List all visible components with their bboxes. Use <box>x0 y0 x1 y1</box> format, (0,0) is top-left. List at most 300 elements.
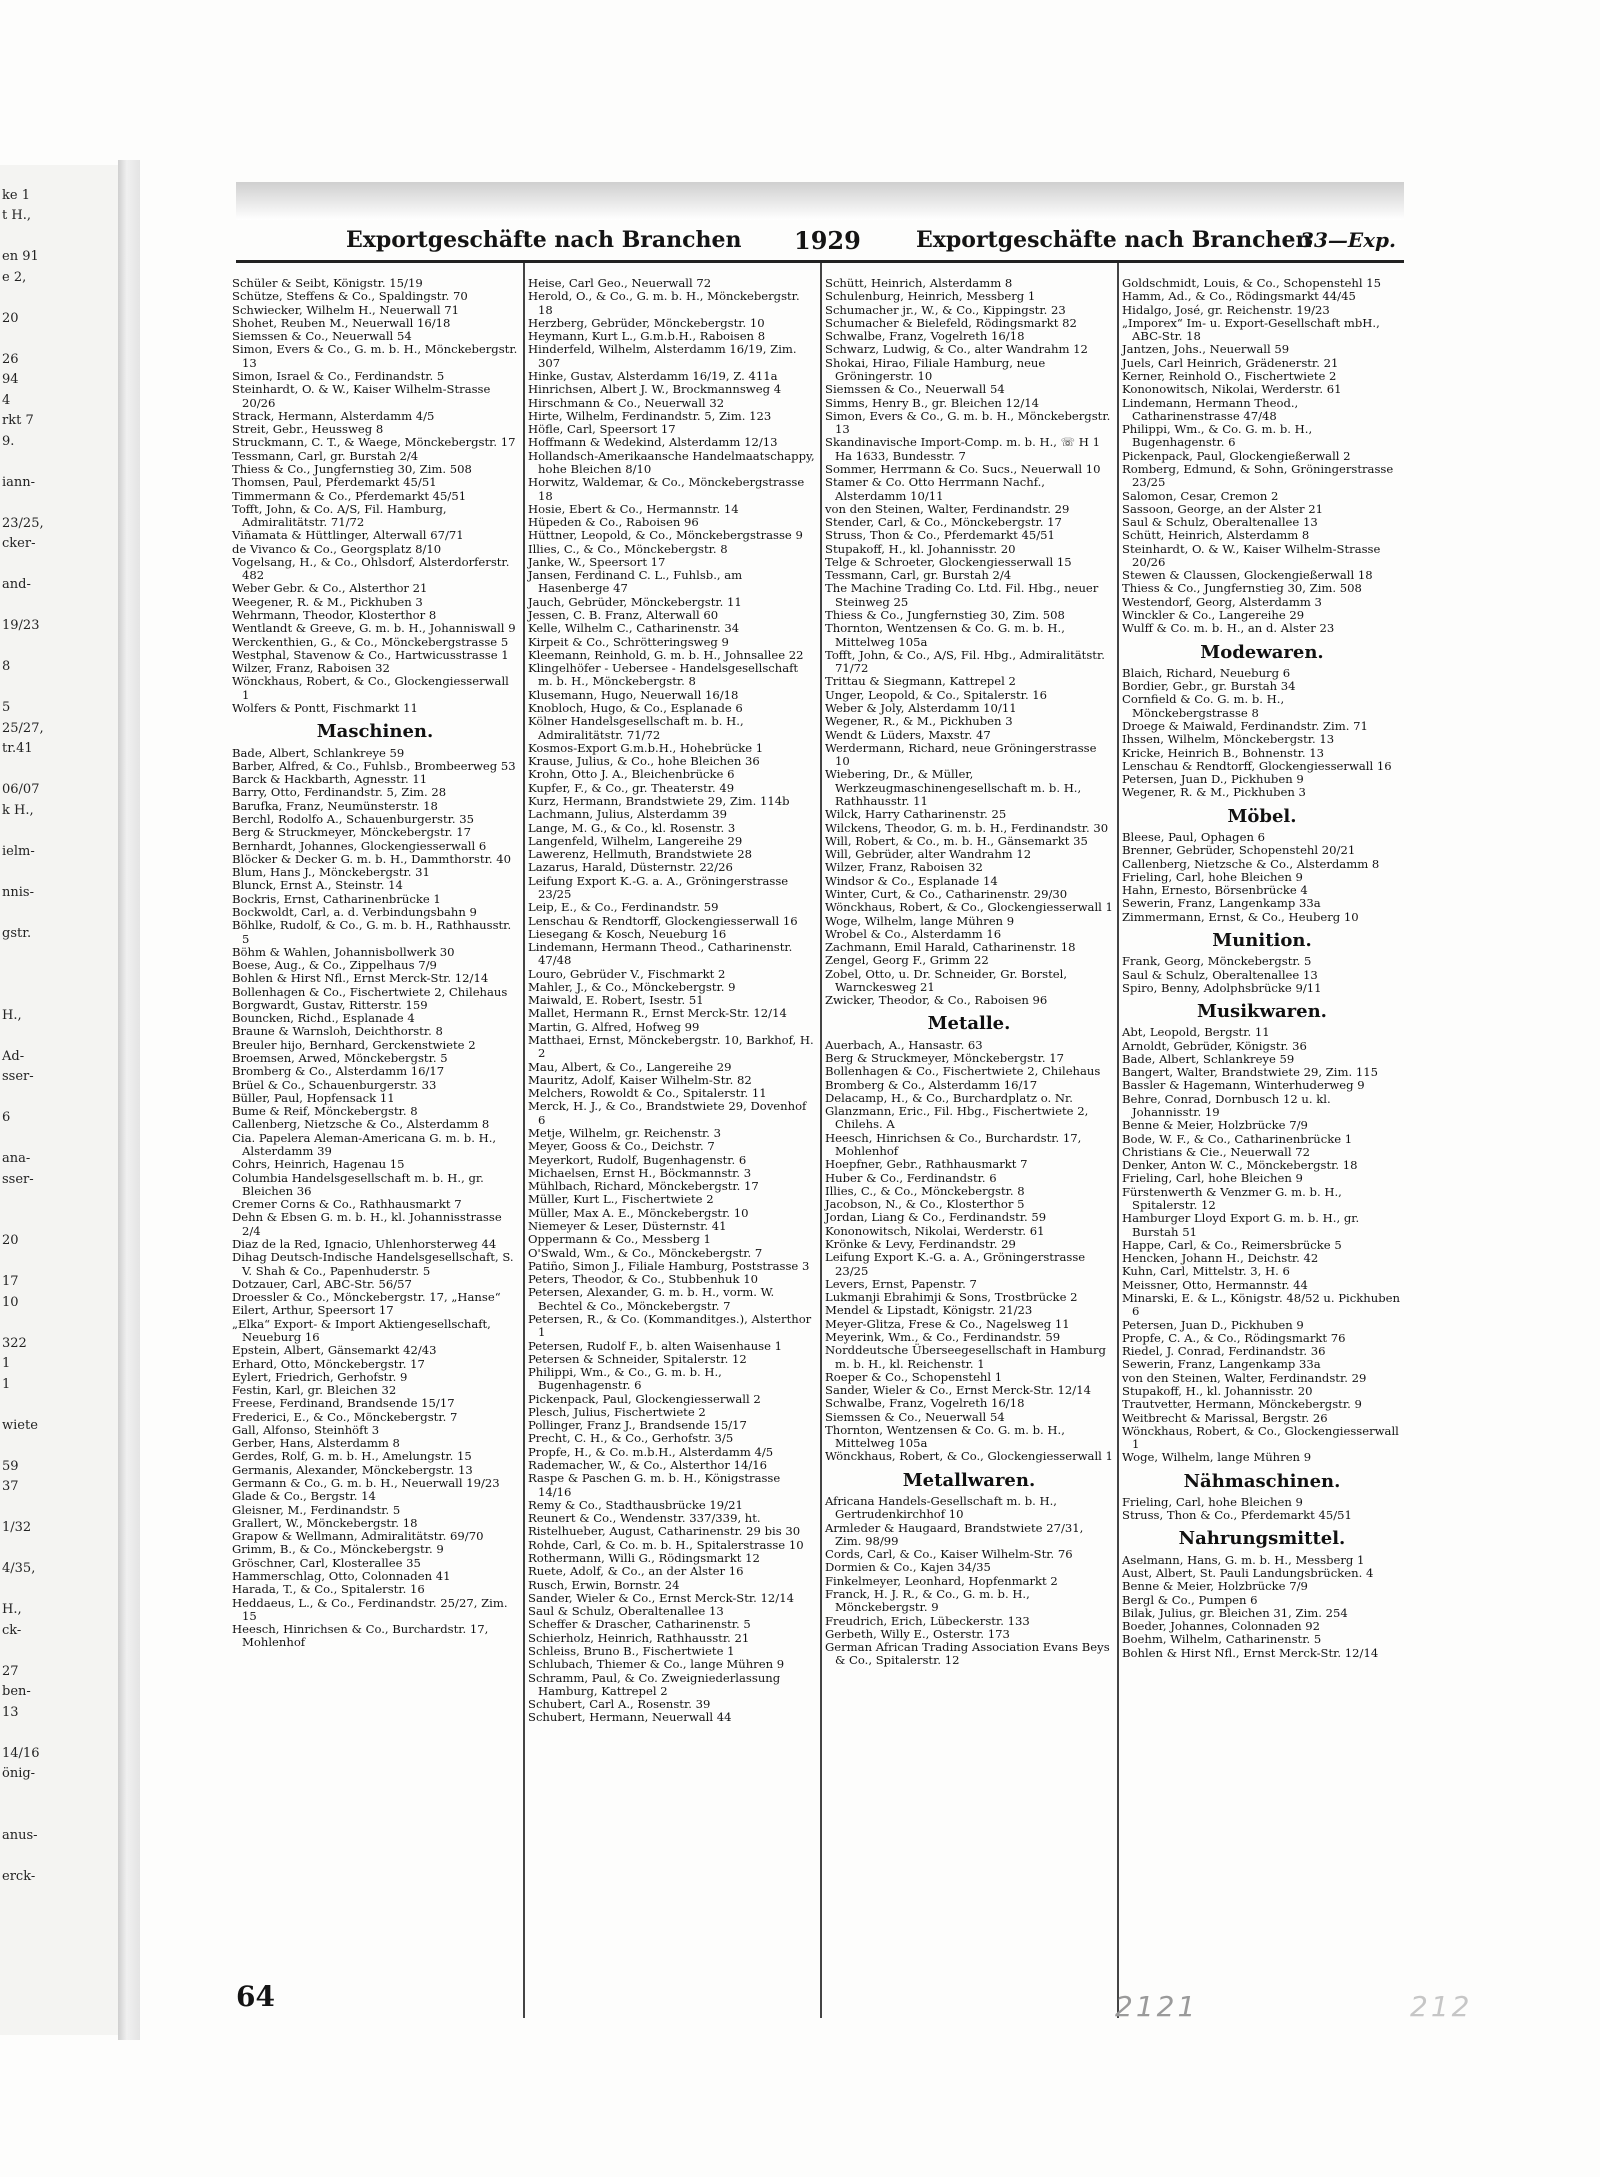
adjacent-page-edge <box>0 165 120 2035</box>
directory-entry: Illies, C., & Co., Mönckebergstr. 8 <box>825 1183 1025 1198</box>
directory-entry: Schulenburg, Heinrich, Messberg 1 <box>825 289 1036 304</box>
adjacent-page-fragment: anus- <box>2 1827 38 1843</box>
adjacent-page-fragment <box>0 985 118 1006</box>
directory-entry: Petersen, Rudolf F., b. alten Waisenhause 1 <box>528 1338 783 1353</box>
directory-entry: Meyerink, Wm., & Co., Ferdinandstr. 59 <box>825 1329 1061 1344</box>
adjacent-page-fragment <box>0 1539 118 1560</box>
directory-entry: Wolfers & Pontt, Fischmarkt 11 <box>232 701 418 715</box>
directory-entry: Dotzauer, Carl, ABC-Str. 56/57 <box>232 1276 412 1291</box>
directory-entry: Hirte, Wilhelm, Ferdinandstr. 5, Zim. 123 <box>528 408 772 423</box>
directory-entry: Winter, Curt, & Co., Catharinenstr. 29/30 <box>825 886 1068 901</box>
directory-entry: Blum, Hans J., Mönckebergstr. 31 <box>232 865 430 880</box>
directory-entry: Schütt, Heinrich, Alsterdamm 8 <box>825 276 1013 290</box>
directory-entry: Sewerin, Franz, Langenkamp 33a <box>1122 896 1321 911</box>
adjacent-page-fragment: gstr. <box>2 925 32 941</box>
directory-entry: Epstein, Albert, Gänsemarkt 42/43 <box>232 1343 437 1358</box>
directory-entry: Bordier, Gebr., gr. Burstah 34 <box>1122 679 1296 694</box>
adjacent-page-fragment <box>0 1846 118 1867</box>
directory-entry: Jessen, C. B. Franz, Alterwall 60 <box>528 608 719 623</box>
directory-entry: Dormien & Co., Kajen 34/35 <box>825 1560 991 1575</box>
directory-entry: Cohrs, Heinrich, Hagenau 15 <box>232 1157 405 1172</box>
directory-entry: Siemssen & Co., Neuerwall 54 <box>825 1409 1005 1424</box>
directory-entry: Weber Gebr. & Co., Alsterthor 21 <box>232 581 428 596</box>
adjacent-page-fragment: 06/07 <box>2 782 40 797</box>
directory-entry: Struckmann, C. T., & Waege, Mönckebergstr. 17 <box>232 435 516 450</box>
directory-entry: Armleder & Haugaard, Brandstwiete 27/31, Zim. 98/99 <box>825 1520 1084 1548</box>
adjacent-page-fragment <box>0 862 118 883</box>
directory-entry: Frieling, Carl, hohe Bleichen 9 <box>1122 869 1303 884</box>
adjacent-page-fragment: 26 <box>2 351 19 367</box>
directory-entry: Mauritz, Adolf, Kaiser Wilhelm-Str. 82 <box>528 1072 752 1087</box>
directory-entry: Benne & Meier, Holzbrücke 7/9 <box>1122 1118 1308 1133</box>
directory-entry: Fürstenwerth & Venzmer G. m. b. H., Spitalerstr. 12 <box>1122 1184 1342 1212</box>
directory-entry: Schwalbe, Franz, Vogelreth 16/18 <box>825 1396 1025 1411</box>
directory-entry: Hammerschlag, Otto, Colonnaden 41 <box>232 1569 451 1583</box>
adjacent-page-fragment: tr.41 <box>2 741 33 756</box>
directory-entry: Telge & Schroeter, Glockengiesserwall 15 <box>825 554 1072 569</box>
adjacent-page-fragment <box>0 329 118 350</box>
directory-entry: Bohlen & Hirst Nfl., Ernst Merck-Str. 12/14 <box>1122 1645 1379 1660</box>
directory-entry: Trautvetter, Hermann, Mönckebergstr. 9 <box>1122 1397 1362 1412</box>
directory-entry: Schleiss, Bruno B., Fischertwiete 1 <box>528 1643 735 1658</box>
directory-entry: Winckler & Co., Langereihe 29 <box>1122 608 1305 623</box>
directory-entry: Kleemann, Reinhold, G. m. b. H., Johnsallee 22 <box>528 647 804 662</box>
directory-entry: Bume & Reif, Mönckebergstr. 8 <box>232 1104 418 1119</box>
directory-entry: Sewerin, Franz, Langenkamp 33a <box>1122 1357 1321 1372</box>
directory-entry: Schwalbe, Franz, Vogelreth 16/18 <box>825 329 1025 344</box>
directory-entry: Norddeutsche Überseegesellschaft in Hamburg m. b. H., kl. Reichenstr. 1 <box>825 1343 1106 1371</box>
directory-entry: Kirpeit & Co., Schrötteringsweg 9 <box>528 634 729 649</box>
directory-entry: The Machine Trading Co. Ltd. Fil. Hbg., neuer Steinweg 25 <box>825 581 1099 609</box>
directory-column-4 <box>1122 277 1402 1660</box>
adjacent-page-fragment <box>0 1498 118 1519</box>
adjacent-page-fragment <box>0 452 118 473</box>
directory-entry: Droessler & Co., Mönckebergstr. 17, „Hanse“ <box>232 1290 501 1305</box>
section-heading: Munition. <box>1212 929 1312 951</box>
pencil-annotation: 2121 <box>1115 1990 1199 2023</box>
directory-entry: Aust, Albert, St. Pauli Landungsbrücken. 4 <box>1122 1566 1374 1581</box>
adjacent-page-fragment: k H., <box>2 802 34 818</box>
directory-entry: Schubert, Hermann, Neuerwall 44 <box>528 1710 732 1725</box>
directory-entry: Schumacher jr., W., & Co., Kippingstr. 23 <box>825 302 1066 317</box>
adjacent-page-fragment: 17 <box>2 1274 19 1289</box>
directory-entry: Berg & Struckmeyer, Mönckebergstr. 17 <box>232 825 472 840</box>
directory-entry: Schlubach, Thiemer & Co., lange Mühren 9 <box>528 1657 785 1672</box>
directory-entry: Simms, Henry B., gr. Bleichen 12/14 <box>825 395 1039 410</box>
adjacent-page-fragment: 8 <box>2 659 11 674</box>
directory-entry: Grimm, B., & Co., Mönckebergstr. 9 <box>232 1542 444 1557</box>
directory-entry: Berchl, Rodolfo A., Schauenburgerstr. 35 <box>232 811 475 826</box>
directory-entry: Bockris, Ernst, Catharinenbrücke 1 <box>232 891 441 906</box>
directory-entry: Salomon, Cesar, Cremon 2 <box>1122 488 1279 503</box>
directory-entry: Streit, Gebr., Heussweg 8 <box>232 422 384 437</box>
directory-entry: Denker, Anton W. C., Mönckebergstr. 18 <box>1122 1158 1358 1173</box>
directory-entry: Dehn & Ebsen G. m. b. H., kl. Johannisstrasse 2/4 <box>232 1210 502 1238</box>
section-heading: Möbel. <box>1227 805 1297 827</box>
directory-entry: Kononowitsch, Nikolai, Werderstr. 61 <box>825 1223 1045 1238</box>
adjacent-page-fragment: 23/25, <box>2 515 44 531</box>
directory-entry: Boese, Aug., & Co., Zippelhaus 7/9 <box>232 958 437 973</box>
header-right-title: Exportgeschäfte nach Branchen <box>916 227 1312 253</box>
directory-entry: Woge, Wilhelm, lange Mühren 9 <box>1122 1450 1312 1465</box>
directory-entry: Strack, Hermann, Alsterdamm 4/5 <box>232 408 435 423</box>
adjacent-page-fragment: 19/23 <box>2 618 40 633</box>
directory-entry: Hamm, Ad., & Co., Rödingsmarkt 44/45 <box>1122 289 1356 304</box>
directory-entry: Boeder, Johannes, Colonnaden 92 <box>1122 1619 1320 1634</box>
directory-entry: Delacamp, H., & Co., Burchardplatz o. Nr. <box>825 1090 1073 1105</box>
directory-entry: Leifung Export K.-G. a. A., Gröningerstrasse 23/25 <box>825 1250 1086 1278</box>
adjacent-page-fragment: 20 <box>2 1233 19 1248</box>
adjacent-page-fragment: cker- <box>2 536 36 551</box>
directory-entry: Tofft, John, & Co. A/S, Fil. Hamburg, Admiralitätstr. 71/72 <box>232 501 447 530</box>
directory-entry: Kuhn, Carl, Mittelstr. 3, H. 6 <box>1122 1264 1290 1279</box>
directory-entry: Schumacher & Bielefeld, Rödingsmarkt 82 <box>825 315 1077 330</box>
directory-entry: Petersen, Alexander, G. m. b. H., vorm. W. Bechtel & Co., Mönckebergstr. 7 <box>528 1285 775 1313</box>
directory-entry: Wegener, R., & M., Pickhuben 3 <box>825 714 1013 729</box>
adjacent-page-fragment <box>0 1211 118 1232</box>
adjacent-page-fragment: 9. <box>2 433 15 449</box>
directory-entry: Hirschmann & Co., Neuerwall 32 <box>528 395 725 410</box>
directory-entry: Kerner, Reinhold O., Fischertwiete 2 <box>1122 368 1337 383</box>
directory-entry: Plesch, Julius, Fischertwiete 2 <box>528 1404 706 1419</box>
directory-entry: Knobloch, Hugo, & Co., Esplanade 6 <box>528 701 743 715</box>
directory-entry: Lenschau & Rendtorff, Glockengiesserwall 16 <box>528 913 798 928</box>
directory-entry: Siemssen & Co., Neuerwall 54 <box>825 382 1005 397</box>
adjacent-page-fragment: ke 1 <box>2 187 30 203</box>
directory-entry: Zwicker, Theodor, & Co., Raboisen 96 <box>825 993 1048 1008</box>
directory-entry: Hosie, Ebert & Co., Hermannstr. 14 <box>528 501 739 516</box>
directory-entry: Blaich, Richard, Neueburg 6 <box>1122 665 1291 680</box>
directory-entry: Schubert, Carl A., Rosenstr. 39 <box>528 1697 711 1712</box>
directory-entry: Petersen, R., & Co. (Kommanditges.), Alsterthor 1 <box>528 1311 812 1340</box>
section-heading: Maschinen. <box>316 721 434 743</box>
adjacent-page-fragment: ana- <box>2 1151 31 1166</box>
directory-entry: Weber & Joly, Alsterdamm 10/11 <box>825 701 1017 715</box>
section-heading: Metalle. <box>927 1013 1011 1035</box>
directory-entry: Wilckens, Theodor, G. m. b. H., Ferdinandstr. 30 <box>825 820 1109 835</box>
section-heading: Metallwaren. <box>902 1469 1036 1491</box>
directory-entry: Abt, Leopold, Bergstr. 11 <box>1122 1025 1270 1040</box>
directory-entry: Zengel, Georg F., Grimm 22 <box>825 953 989 968</box>
directory-entry: Mahler, J., & Co., Mönckebergstr. 9 <box>528 979 736 994</box>
header-year: 1929 <box>794 225 861 255</box>
directory-entry: Arnoldt, Gebrüder, Königstr. 36 <box>1122 1038 1307 1053</box>
directory-entry: Michaelsen, Ernst H., Böckmannstr. 3 <box>528 1165 752 1180</box>
adjacent-page-fragment <box>0 760 118 781</box>
adjacent-page-fragment: 13 <box>2 1704 19 1720</box>
directory-entry: Liesegang & Kosch, Neueburg 16 <box>528 926 727 941</box>
directory-entry: Franck, H. J. R., & Co., G. m. b. H., Mönckebergstr. 9 <box>825 1587 1030 1615</box>
adjacent-page-fragment: and- <box>2 577 31 592</box>
directory-column-3 <box>825 277 1113 1668</box>
directory-entry: Struss, Thon & Co., Pferdemarkt 45/51 <box>1122 1508 1352 1523</box>
directory-entry: Jordan, Liang & Co., Ferdinandstr. 59 <box>825 1210 1047 1225</box>
directory-entry: Steinhardt, O. & W., Kaiser Wilhelm-Strasse 20/26 <box>1122 541 1381 569</box>
directory-entry: Illies, C., & Co., Mönckebergstr. 8 <box>528 541 728 556</box>
adjacent-page-fragment <box>0 903 118 924</box>
adjacent-page-fragment: 14/16 <box>2 1745 40 1761</box>
directory-entry: Mendel & Lipstadt, Königstr. 21/23 <box>825 1303 1033 1318</box>
directory-entry: Kupfer, F., & Co., gr. Theaterstr. 49 <box>528 780 735 795</box>
section-heading: Modewaren. <box>1200 641 1324 663</box>
directory-entry: Timmermann & Co., Pferdemarkt 45/51 <box>232 488 467 503</box>
directory-entry: Stupakoff, H., kl. Johannisstr. 20 <box>825 541 1016 556</box>
directory-entry: Mühlbach, Richard, Mönckebergstr. 17 <box>528 1179 759 1194</box>
directory-entry: Auerbach, A., Hansastr. 63 <box>825 1037 983 1052</box>
directory-entry: Gall, Alfonso, Steinhöft 3 <box>232 1422 380 1437</box>
directory-entry: Wönckhaus, Robert, & Co., Glockengiesserwall 1 <box>825 1449 1113 1464</box>
directory-entry: Langenfeld, Wilhelm, Langereihe 29 <box>528 833 743 848</box>
directory-entry: Bromberg & Co., Alsterdamm 16/17 <box>825 1077 1038 1092</box>
directory-entry: Cornfield & Co. G. m. b. H., Mönckebergstrasse 8 <box>1122 692 1285 720</box>
adjacent-page-fragment <box>0 637 118 658</box>
directory-entry: Werckenthien, G., & Co., Mönckebergstrasse 5 <box>232 634 509 649</box>
adjacent-page-fragment <box>0 1252 118 1273</box>
directory-entry: Zobel, Otto, u. Dr. Schneider, Gr. Borstel, Warnckesweg 21 <box>825 966 1068 994</box>
directory-entry: Borgwardt, Gustav, Ritterstr. 159 <box>232 997 428 1012</box>
directory-entry: Maiwald, E. Robert, Isestr. 51 <box>528 993 704 1008</box>
directory-entry: Scheffer & Drascher, Catharinenstr. 5 <box>528 1617 751 1632</box>
adjacent-page-fragment: 5 <box>2 700 11 715</box>
directory-entry: Saul & Schulz, Oberaltenallee 13 <box>528 1604 724 1619</box>
directory-entry: Kricke, Heinrich B., Bohnenstr. 13 <box>1122 745 1325 760</box>
adjacent-page-fragment: H., <box>2 1007 22 1023</box>
directory-entry: Heesch, Hinrichsen & Co., Burchardstr. 17, Mohlenhof <box>232 1622 489 1650</box>
directory-entry: Hüttner, Leopold, & Co., Mönckebergstrasse 9 <box>528 528 803 543</box>
directory-entry: Bangert, Walter, Brandstwiete 29, Zim. 115 <box>1122 1065 1378 1080</box>
directory-entry: Büller, Paul, Hopfensack 11 <box>232 1090 395 1105</box>
directory-entry: Heymann, Kurt L., G.m.b.H., Raboisen 8 <box>528 329 766 344</box>
directory-entry: Bernhardt, Johannes, Glockengiesserwall 6 <box>232 838 487 853</box>
directory-entry: Lukmanji Ebrahimji & Sons, Trostbrücke 2 <box>825 1290 1078 1305</box>
directory-entry: Krohn, Otto J. A., Bleichenbrücke 6 <box>528 767 735 782</box>
adjacent-page-fragment <box>0 678 118 699</box>
directory-entry: Droege & Maiwald, Ferdinandstr. Zim. 71 <box>1122 719 1368 733</box>
directory-entry: Hencken, Johann H., Deichstr. 42 <box>1122 1251 1319 1266</box>
adjacent-page-fragment <box>0 1026 118 1047</box>
header-page-ref: 33—Exp. <box>1300 228 1396 252</box>
directory-entry: Oppermann & Co., Messberg 1 <box>528 1232 711 1247</box>
adjacent-page-fragment: 1/32 <box>2 1520 32 1535</box>
directory-entry: Müller, Max A. E., Mönckebergstr. 10 <box>528 1205 749 1220</box>
directory-entry: Braune & Warnsloh, Deichthorstr. 8 <box>232 1024 443 1039</box>
directory-entry: Frieling, Carl, hohe Bleichen 9 <box>1122 1171 1303 1186</box>
directory-entry: Kurz, Hermann, Brandstwiete 29, Zim. 114b <box>528 793 790 808</box>
directory-entry: Kelle, Wilhelm C., Catharinenstr. 34 <box>528 621 740 636</box>
directory-entry: German African Trading Association Evans Beys & Co., Spitalerstr. 12 <box>825 1640 1110 1668</box>
directory-entry: Schwarz, Ludwig, & Co., alter Wandrahm 12 <box>825 342 1088 357</box>
directory-entry: Cremer Corns & Co., Rathhausmarkt 7 <box>232 1197 462 1212</box>
adjacent-page-fragment: 59 <box>2 1458 19 1474</box>
directory-entry: Steinhardt, O. & W., Kaiser Wilhelm-Strasse 20/26 <box>232 382 491 410</box>
adjacent-page-fragment: ck- <box>2 1622 22 1638</box>
adjacent-page-fragment: ben- <box>2 1684 31 1699</box>
column-divider <box>820 263 822 2018</box>
directory-entry: Goldschmidt, Louis, & Co., Schopenstehl 15 <box>1122 276 1382 290</box>
adjacent-page-fragment: sser- <box>2 1069 34 1084</box>
book-gutter <box>118 160 140 2040</box>
adjacent-page-fragment: 4/35, <box>2 1561 36 1576</box>
directory-entry: Windsor & Co., Esplanade 14 <box>825 873 998 888</box>
directory-entry: Lawerenz, Hellmuth, Brandstwiete 28 <box>528 847 753 862</box>
adjacent-page-fragment <box>0 1723 118 1744</box>
adjacent-page-fragment <box>0 288 118 309</box>
directory-entry: Simon, Evers & Co., G. m. b. H., Mönckebergstr. 13 <box>232 342 518 370</box>
directory-entry: Bassler & Hagemann, Winterhuderweg 9 <box>1122 1078 1365 1093</box>
directory-entry: „Elka“ Export- & Import Aktiengesellschaft, Neueburg 16 <box>232 1316 491 1344</box>
directory-entry: Brenner, Gebrüder, Schopenstehl 20/21 <box>1122 843 1356 858</box>
directory-entry: Eylert, Friedrich, Gerhofstr. 9 <box>232 1369 408 1384</box>
directory-entry: Jansen, Ferdinand C. L., Fuhlsb., am Hasenberge 47 <box>528 568 743 596</box>
column-divider <box>1117 263 1119 2018</box>
directory-entry: Herzberg, Gebrüder, Mönckebergstr. 10 <box>528 315 765 330</box>
directory-entry: Kölner Handelsgesellschaft m. b. H., Admiralitätstr. 71/72 <box>528 714 744 742</box>
adjacent-page-fragment <box>0 1395 118 1416</box>
directory-entry: Bollenhagen & Co., Fischertwiete 2, Chilehaus <box>825 1064 1101 1079</box>
directory-entry: Rothermann, Willi G., Rödingsmarkt 12 <box>528 1551 760 1565</box>
directory-entry: Boehm, Wilhelm, Catharinenstr. 5 <box>1122 1632 1322 1647</box>
directory-entry: Finkelmeyer, Leonhard, Hopfenmarkt 2 <box>825 1573 1058 1588</box>
directory-entry: Bilak, Julius, gr. Bleichen 31, Zim. 254 <box>1122 1605 1348 1620</box>
directory-entry: Will, Robert, & Co., m. b. H., Gänsemarkt 35 <box>825 833 1088 848</box>
directory-entry: Barry, Otto, Ferdinandstr. 5, Zim. 28 <box>232 785 447 800</box>
adjacent-page-fragment: 1 <box>2 1376 11 1392</box>
directory-entry: Siemssen & Co., Neuerwall 54 <box>232 329 412 344</box>
adjacent-page-fragment: 10 <box>2 1294 19 1310</box>
directory-entry: O'Swald, Wm., & Co., Mönckebergstr. 7 <box>528 1245 763 1260</box>
directory-entry: Erhard, Otto, Mönckebergstr. 17 <box>232 1356 425 1371</box>
directory-entry: Cia. Papelera Aleman-Americana G. m. b. H., Alsterdamm 39 <box>232 1130 497 1158</box>
directory-column-2 <box>528 277 816 1725</box>
directory-entry: Zimmermann, Ernst, & Co., Heuberg 10 <box>1122 909 1359 924</box>
directory-entry: Barck & Hackbarth, Agnesstr. 11 <box>232 772 428 787</box>
directory-entry: Lazarus, Harald, Düsternstr. 22/26 <box>528 860 733 875</box>
directory-entry: Viñamata & Hüttlinger, Alterwall 67/71 <box>232 528 464 543</box>
directory-entry: Niemeyer & Leser, Düsternstr. 41 <box>528 1218 727 1233</box>
directory-entry: Mallet, Hermann R., Ernst Merck-Str. 12/14 <box>528 1006 787 1021</box>
directory-entry: Bergl & Co., Pumpen 6 <box>1122 1592 1258 1607</box>
directory-entry: Gleisner, M., Ferdinandstr. 5 <box>232 1502 401 1517</box>
directory-entry: Rademacher, W., & Co., Alsterthor 14/16 <box>528 1458 768 1473</box>
directory-entry: Blunck, Ernst A., Steinstr. 14 <box>232 878 403 893</box>
directory-entry: Thiess & Co., Jungfernstieg 30, Zim. 508 <box>232 461 472 476</box>
directory-entry: Wönckhaus, Robert, & Co., Glockengiesserwall 1 <box>1122 1423 1399 1452</box>
directory-entry: Wulff & Co. m. b. H., an d. Alster 23 <box>1122 621 1335 636</box>
directory-entry: Meyer-Glitza, Frese & Co., Nagelsweg 11 <box>825 1316 1070 1331</box>
directory-entry: Hoffmann & Wedekind, Alsterdamm 12/13 <box>528 435 778 450</box>
directory-entry: Roeper & Co., Schopenstehl 1 <box>825 1369 1003 1384</box>
directory-entry: Bollenhagen & Co., Fischertwiete 2, Chilehaus <box>232 984 508 999</box>
directory-entry: Metje, Wilhelm, gr. Reichenstr. 3 <box>528 1126 722 1140</box>
directory-entry: Höfle, Carl, Speersort 17 <box>528 422 676 437</box>
directory-entry: Remy & Co., Stadthausbrücke 19/21 <box>528 1497 743 1512</box>
pencil-annotation-2: 212 <box>1410 1990 1473 2023</box>
directory-entry: Wehrmann, Theodor, Klosterthor 8 <box>232 608 437 623</box>
directory-entry: Schramm, Paul, & Co. Zweigniederlassung Hamburg, Kattrepel 2 <box>528 1670 781 1698</box>
adjacent-page-fragment <box>0 1436 118 1457</box>
adjacent-page-fragment: önig- <box>2 1766 36 1781</box>
directory-entry: Melchers, Rowoldt & Co., Spitalerstr. 11 <box>528 1086 767 1101</box>
directory-entry: Riedel, J. Conrad, Ferdinandstr. 36 <box>1122 1344 1326 1359</box>
directory-entry: Harada, T., & Co., Spitalerstr. 16 <box>232 1582 425 1597</box>
directory-entry: Schütze, Steffens & Co., Spaldingstr. 70 <box>232 289 468 304</box>
directory-entry: Broemsen, Arwed, Mönckebergstr. 5 <box>232 1051 448 1066</box>
directory-entry: Propfe, C. A., & Co., Rödingsmarkt 76 <box>1122 1330 1346 1345</box>
directory-entry: Gerbeth, Willy E., Osterstr. 173 <box>825 1626 1010 1641</box>
running-header <box>236 222 1404 258</box>
directory-entry: Thornton, Wentzensen & Co. G. m. b. H., Mittelweg 105a <box>825 1422 1065 1451</box>
directory-entry: Germann & Co., G. m. b. H., Neuerwall 19/23 <box>232 1476 500 1491</box>
directory-entry: Mau, Albert, & Co., Langereihe 29 <box>528 1059 732 1074</box>
directory-entry: Jauch, Gebrüder, Mönckebergstr. 11 <box>528 594 742 609</box>
directory-entry: Horwitz, Waldemar, & Co., Mönckebergstrasse 18 <box>528 475 805 503</box>
adjacent-page-fragment <box>0 227 118 248</box>
directory-entry: Petersen, Juan D., Pickhuben 9 <box>1122 1317 1304 1332</box>
adjacent-page-fragment <box>0 944 118 965</box>
directory-entry: Unger, Leopold, & Co., Spitalerstr. 16 <box>825 687 1048 702</box>
directory-entry: Happe, Carl, & Co., Reimersbrücke 5 <box>1122 1237 1342 1252</box>
directory-entry: Gröschner, Carl, Klosterallee 35 <box>232 1555 421 1570</box>
directory-entry: Stewen & Claussen, Glockengießerwall 18 <box>1122 568 1373 583</box>
adjacent-page-fragment: iann- <box>2 474 36 490</box>
directory-entry: Christians & Cie., Neuerwall 72 <box>1122 1144 1310 1159</box>
directory-entry: Schierholz, Heinrich, Rathhausstr. 21 <box>528 1630 750 1645</box>
directory-entry: Sommer, Herrmann & Co. Sucs., Neuerwall 10 <box>825 461 1101 476</box>
directory-entry: Grapow & Wellmann, Admiralitätstr. 69/70 <box>232 1529 484 1544</box>
adjacent-page-fragment <box>0 1190 118 1211</box>
directory-entry: Heddaeus, L., & Co., Ferdinandstr. 25/27, Zim. 15 <box>232 1595 508 1623</box>
directory-entry: Lindemann, Hermann Theod., Catharinenstr. 47/48 <box>528 940 793 968</box>
directory-entry: Wönckhaus, Robert, & Co., Glockengiesserwall 1 <box>825 900 1113 915</box>
directory-entry: Bromberg & Co., Alsterdamm 16/17 <box>232 1064 445 1079</box>
directory-entry: Thiess & Co., Jungfernstieg 30, Zim. 508 <box>1122 581 1362 596</box>
directory-entry: Janke, W., Speersort 17 <box>528 554 666 569</box>
adjacent-page-fragment <box>0 1088 118 1109</box>
directory-entry: Heise, Carl Geo., Neuerwall 72 <box>528 276 712 290</box>
directory-entry: Schwiecker, Wilhelm H., Neuerwall 71 <box>232 302 459 317</box>
directory-entry: Weegener, R. & M., Pickhuben 3 <box>232 594 423 609</box>
directory-entry: Jacobson, N., & Co., Klosterthor 5 <box>825 1197 1025 1212</box>
directory-entry: Berg & Struckmeyer, Mönckebergstr. 17 <box>825 1051 1065 1066</box>
directory-entry: Freese, Ferdinand, Brandsende 15/17 <box>232 1396 455 1411</box>
directory-entry: Spiro, Benny, Adolphsbrücke 9/11 <box>1122 980 1322 995</box>
directory-entry: Hamburger Lloyd Export G. m. b. H., gr. Burstah 51 <box>1122 1211 1360 1239</box>
directory-entry: Weitbrecht & Marissal, Bergstr. 26 <box>1122 1410 1328 1425</box>
directory-entry: Wrobel & Co., Alsterdamm 16 <box>825 926 1002 941</box>
directory-entry: Stamer & Co. Otto Herrmann Nachf., Alsterdamm 10/11 <box>825 475 1045 503</box>
directory-entry: Hinke, Gustav, Alsterdamm 16/19, Z. 411a <box>528 368 778 383</box>
directory-column-1 <box>232 277 518 1650</box>
directory-entry: Petersen, Juan D., Pickhuben 9 <box>1122 772 1304 787</box>
directory-entry: Behre, Conrad, Dornbusch 12 u. kl. Johannisstr. 19 <box>1122 1091 1331 1120</box>
adjacent-page-fragment: 4 <box>2 392 11 408</box>
directory-entry: Minarski, E. & L., Königstr. 48/52 u. Pickhuben 6 <box>1122 1290 1400 1319</box>
directory-entry: Eilert, Arthur, Speersort 17 <box>232 1303 394 1318</box>
directory-entry: Tessmann, Carl, gr. Burstah 2/4 <box>232 448 419 463</box>
directory-entry: Wendt & Lüders, Maxstr. 47 <box>825 727 991 742</box>
directory-entry: Hinrichsen, Albert J. W., Brockmannsweg 4 <box>528 382 782 397</box>
directory-entry: Sassoon, George, an der Alster 21 <box>1122 501 1323 516</box>
directory-entry: Schüler & Seibt, Königstr. 15/19 <box>232 276 423 290</box>
adjacent-page-fragment: erck- <box>2 1868 36 1884</box>
directory-entry: Saul & Schulz, Oberaltenallee 13 <box>1122 967 1318 982</box>
directory-entry: Rohde, Carl, & Co. m. b. H., Spitalerstrasse 10 <box>528 1537 804 1552</box>
directory-entry: Lenschau & Rendtorff, Glockengiesserwall 16 <box>1122 758 1392 773</box>
adjacent-page-fragment: 1 <box>2 1356 11 1371</box>
directory-entry: Tessmann, Carl, gr. Burstah 2/4 <box>825 568 1012 583</box>
section-heading: Musikwaren. <box>1197 1001 1327 1023</box>
adjacent-page-fragment: e 2, <box>2 269 27 285</box>
